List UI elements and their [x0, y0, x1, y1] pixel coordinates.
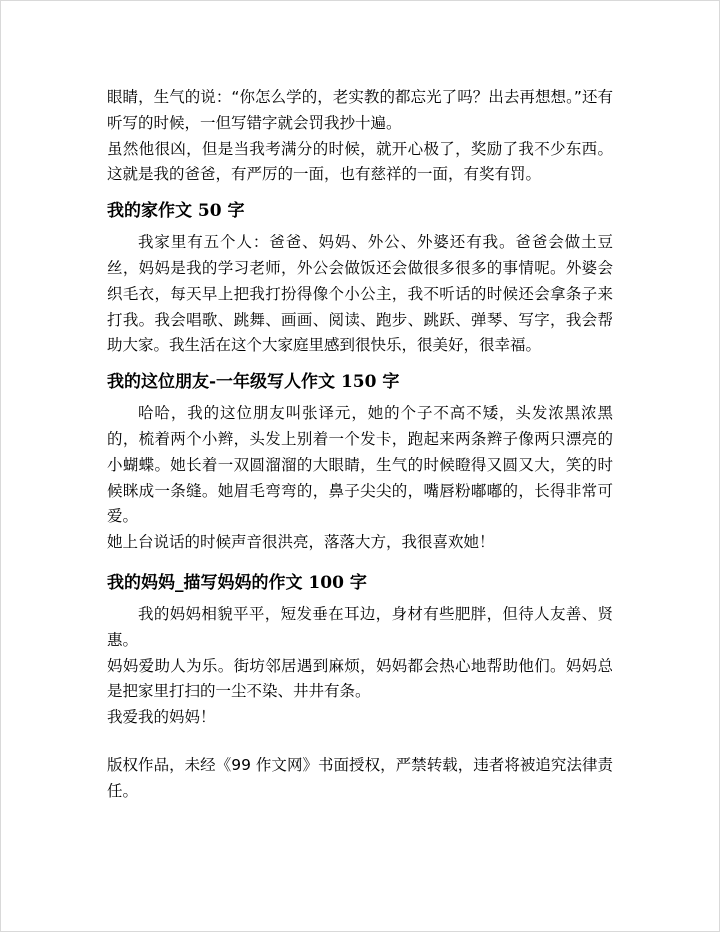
section-title-my-mom: 我的妈妈_描写妈妈的作文 100 字: [107, 572, 367, 593]
intro-paragraph-2: 虽然他很凶，但是当我考满分的时候，就开心极了，奖励了我不少东西。这就是我的爸爸，有严厉的一面，也有慈祥的一面，有奖有罚。: [107, 139, 613, 184]
section1-paragraph-1: 我家里有五个人：爸爸、妈妈、外公、外婆还有我。爸爸会做土豆丝，妈妈是我的学习老师，外公会做饭还会做很多很多的事情呢。外婆会织毛衣，每天早上把我打扮得像个小公主，我不听话的时候还会拿条子来打我。我会唱歌、跳舞、画画、阅读、跑步、跳跃、弹琴、写字，我会帮助大家。我生活在这个大家庭里感到很快乐，很美好，很幸福。: [107, 233, 613, 355]
copyright-notice: 版权作品，未经《99 作文网》书面授权，严禁转载，违者将被追究法律责任。: [107, 755, 613, 800]
intro-paragraph-1: 眼睛，生气的说：“你怎么学的，老实教的都忘光了吗？出去再想想。”还有听写的时候，一但写错字就会罚我抄十遍。: [107, 88, 613, 132]
section3-paragraph-3: 我爱我的妈妈！: [107, 708, 216, 727]
section2-paragraph-1: 哈哈，我的这位朋友叫张译元，她的个子不高不矮，头发浓黑浓黑的，梳着两个小辫，头发上别着一个发卡，跑起来两条辫子像两只漂亮的小蝴蝶。她长着一双圆溜溜的大眼睛，生气的时候瞪得又圆又大，笑的时候眯成一条缝。她眉毛弯弯的，鼻子尖尖的，嘴唇粉嘟嘟的，长得非常可爱。: [107, 404, 613, 526]
section3-paragraph-1: 我的妈妈相貌平平，短发垂在耳边，身材有些肥胖，但待人友善、贤惠。: [107, 604, 613, 649]
section2-paragraph-2: 她上台说话的时候声音很洪亮，落落大方，我很喜欢她！: [107, 533, 495, 552]
section-title-my-home: 我的家作文 50 字: [107, 201, 245, 222]
section3-paragraph-2: 妈妈爱助人为乐。街坊邻居遇到麻烦，妈妈都会热心地帮助他们。妈妈总是把家里打扫的一尘不染、井井有条。: [107, 656, 613, 701]
document-content: [107, 85, 613, 805]
section-title-my-friend: 我的这位朋友-一年级写人作文 150 字: [107, 372, 400, 393]
